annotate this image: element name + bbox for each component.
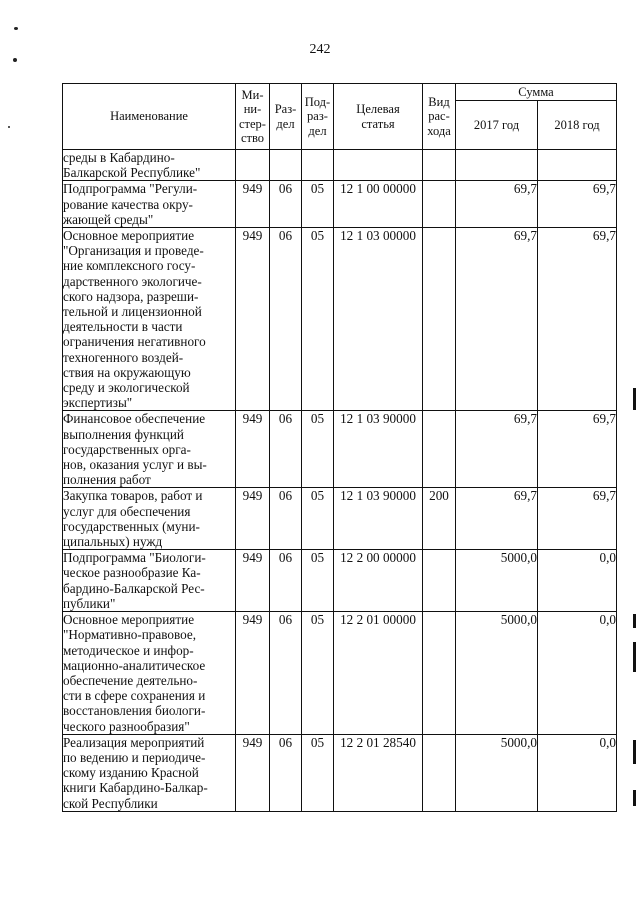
row-subsection: 05 [302,228,334,411]
row-target: 12 2 01 28540 [334,734,423,811]
header-section: Раз- дел [270,84,302,150]
row-section: 06 [270,181,302,228]
row-section: 06 [270,734,302,811]
table-row [63,150,617,181]
scan-speck [14,27,18,30]
row-target: 12 1 03 90000 [334,488,423,550]
row-subsection [302,150,334,181]
row-ministry: 949 [236,228,270,411]
row-amount-2017: 69,7 [456,181,538,228]
row-subsection: 05 [302,411,334,488]
row-name: среды в Кабардино- Балкарской Республике" [63,150,236,181]
page-number: 242 [309,42,331,57]
table-row [63,228,617,411]
row-ministry: 949 [236,181,270,228]
row-expense-type [423,734,456,811]
row-ministry: 949 [236,550,270,612]
header-expense-type: Вид рас- хода [423,84,456,150]
row-expense-type [423,411,456,488]
row-subsection: 05 [302,734,334,811]
table-row [63,612,617,735]
row-amount-2018: 0,0 [538,550,617,612]
row-target [334,150,423,181]
scan-edge-mark [633,790,636,806]
header-year-2017: 2017 год [456,101,538,150]
row-section: 06 [270,612,302,735]
row-expense-type [423,150,456,181]
scan-edge-mark [633,614,636,628]
row-amount-2017 [456,150,538,181]
row-subsection: 05 [302,550,334,612]
scan-edge-mark [633,642,636,672]
row-amount-2017: 69,7 [456,488,538,550]
row-amount-2018: 69,7 [538,228,617,411]
table-row [63,411,617,488]
row-expense-type: 200 [423,488,456,550]
row-target: 12 1 03 00000 [334,228,423,411]
row-ministry: 949 [236,612,270,735]
row-ministry: 949 [236,734,270,811]
scan-speck [8,126,10,128]
row-amount-2017: 5000,0 [456,550,538,612]
row-amount-2017: 5000,0 [456,612,538,735]
row-amount-2018: 69,7 [538,181,617,228]
row-target: 12 1 03 90000 [334,411,423,488]
row-target: 12 1 00 00000 [334,181,423,228]
header-year-2018: 2018 год [538,101,617,150]
row-amount-2017: 69,7 [456,411,538,488]
table-row [63,550,617,612]
row-name: Закупка товаров, работ и услуг для обеспечения государственных (муни- ципальных) нужд [63,488,236,550]
row-amount-2018: 69,7 [538,411,617,488]
header-subsection: Под- раз- дел [302,84,334,150]
row-expense-type [423,550,456,612]
header-sum: Сумма [456,84,617,101]
row-amount-2018: 0,0 [538,734,617,811]
row-name: Подпрограмма "Биологи- ческое разнообразие Ка- бардино-Балкарской Рес- публики" [63,550,236,612]
row-section: 06 [270,228,302,411]
header-target: Целевая статья [334,84,423,150]
row-subsection: 05 [302,612,334,735]
row-name: Основное мероприятие "Нормативно-правовое, методическое и инфор- мационно-аналитическое обеспечение деятельно- сти в сфере сохранения и восстановления биологи- ческого разнообразия" [63,612,236,735]
scan-speck [13,58,17,62]
row-ministry [236,150,270,181]
budget-table [62,83,617,812]
row-section: 06 [270,488,302,550]
row-name: Финансовое обеспечение выполнения функций государственных орга- нов, оказания услуг и вы- полнения работ [63,411,236,488]
row-expense-type [423,181,456,228]
row-expense-type [423,228,456,411]
header-ministry: Ми- ни- стер- ство [236,84,270,150]
row-target: 12 2 01 00000 [334,612,423,735]
row-section [270,150,302,181]
row-subsection: 05 [302,488,334,550]
header-name: Наименование [63,84,236,150]
scan-edge-mark [633,388,636,410]
row-ministry: 949 [236,488,270,550]
row-subsection: 05 [302,181,334,228]
row-ministry: 949 [236,411,270,488]
row-expense-type [423,612,456,735]
row-section: 06 [270,411,302,488]
row-name: Подпрограмма "Регули- рование качества окру- жающей среды" [63,181,236,228]
row-amount-2017: 69,7 [456,228,538,411]
row-name: Реализация мероприятий по ведению и периодиче- скому изданию Красной книги Кабардино-Балкар- ской Республики [63,734,236,811]
row-amount-2018: 0,0 [538,612,617,735]
row-target: 12 2 00 00000 [334,550,423,612]
table-row [63,488,617,550]
row-amount-2017: 5000,0 [456,734,538,811]
scan-edge-mark [633,740,636,764]
row-section: 06 [270,550,302,612]
table-row [63,734,617,811]
table-row [63,181,617,228]
row-name: Основное мероприятие "Организация и проведе- ние комплексного госу- дарственного экологиче- ского надзора, разреши- тельной и лицензионной деятельности в части ограничения негативного техногенного воздей- ствия на окружающую среду и экологической экспертизы" [63,228,236,411]
row-amount-2018: 69,7 [538,488,617,550]
row-amount-2018 [538,150,617,181]
